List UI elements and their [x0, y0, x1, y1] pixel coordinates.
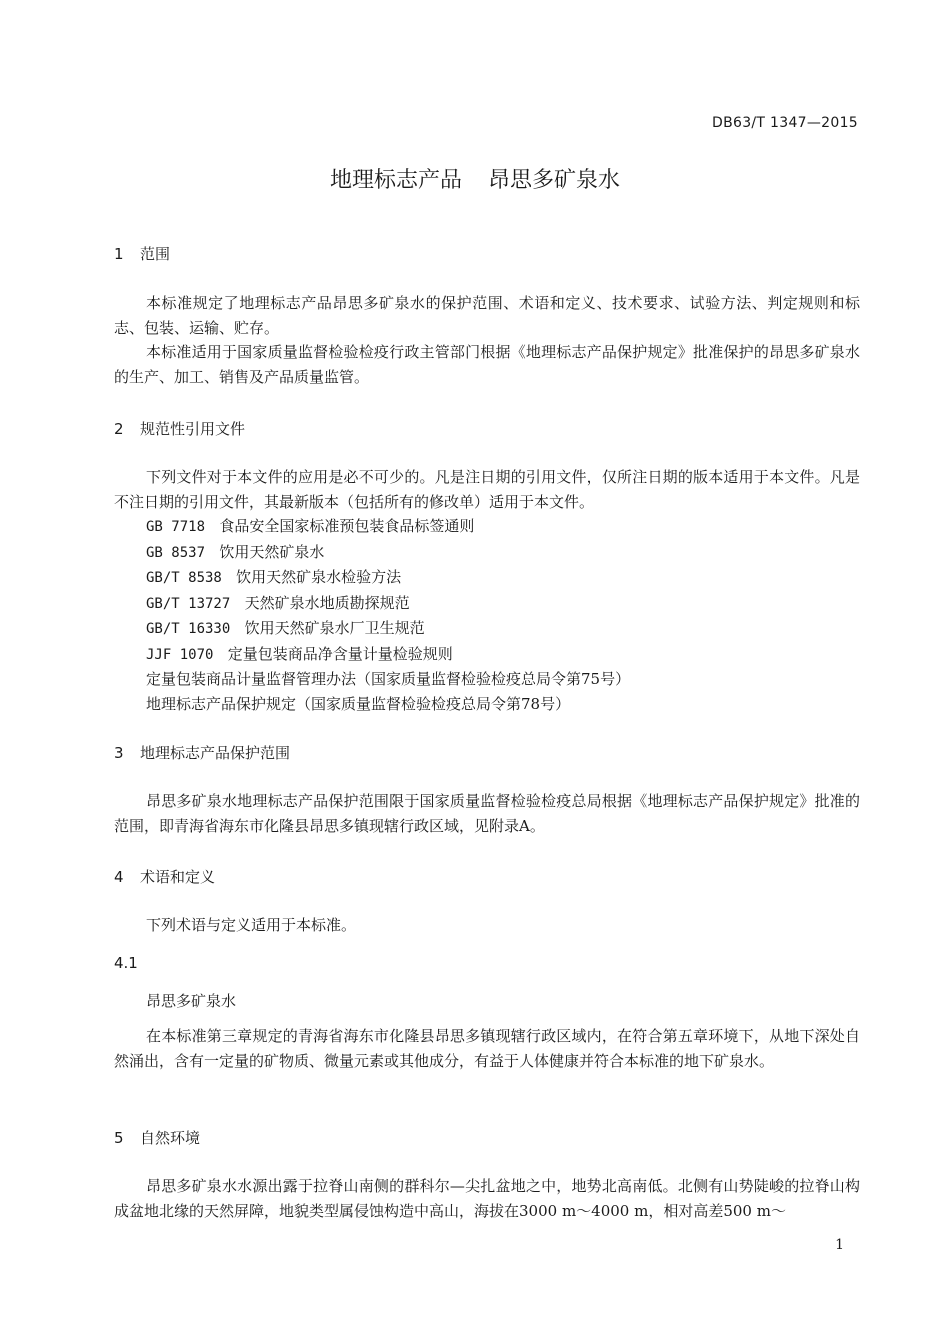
section-3-body	[114, 789, 860, 838]
paragraph: 下列术语与定义适用于本标准。	[146, 916, 357, 934]
section-2-intro	[114, 465, 860, 514]
reference-code: GB 8537	[146, 544, 206, 561]
section-4-heading	[114, 866, 215, 887]
paragraph: 本标准规定了地理标志产品昂思多矿泉水的保护范围、术语和定义、技术要求、试验方法、判定规则和标志、包装、运输、贮存。	[114, 294, 860, 337]
reference-code: GB/T 8538	[146, 570, 222, 586]
reference-list	[146, 514, 630, 716]
term-definition	[114, 1024, 860, 1073]
reference-code: JJF 1070	[146, 646, 214, 663]
section-number: 2	[114, 420, 124, 438]
section-title: 术语和定义	[140, 868, 216, 886]
document-number: DB63/T 1347—2015	[712, 115, 858, 131]
title-part-1: 地理标志产品	[329, 168, 462, 193]
reference-code: GB/T 16330	[146, 621, 231, 637]
section-number: 4	[114, 868, 124, 886]
paragraph: 在本标准第三章规定的青海省海东市化隆县昂思多镇现辖行政区域内，在符合第五章环境下，从地下深处自然涌出，含有一定量的矿物质、微量元素或其他成分，有益于人体健康并符合本标准的地下矿泉水。	[114, 1027, 860, 1070]
reference-item: 地理标志产品保护规定（国家质量监督检验检疫总局令第78号）	[146, 694, 571, 713]
reference-title: 食品安全国家标准预包装食品标签通则	[219, 517, 475, 535]
reference-title: 天然矿泉水地质勘探规范	[244, 593, 410, 612]
reference-item	[146, 565, 630, 591]
section-title: 范围	[140, 245, 171, 263]
reference-title: 定量包装商品净含量计量检验规则	[227, 644, 453, 663]
section-title: 自然环境	[140, 1129, 201, 1147]
reference-item: 定量包装商品计量监督管理办法（国家质量监督检验检疫总局令第75号）	[146, 670, 631, 688]
section-5-body	[114, 1174, 860, 1223]
section-3-heading	[114, 742, 290, 763]
reference-item	[146, 591, 630, 617]
section-1-heading	[114, 243, 170, 264]
reference-title: 饮用天然矿泉水厂卫生规范	[244, 619, 425, 637]
subsection-number: 4.1	[114, 954, 138, 972]
section-title: 地理标志产品保护范围	[140, 744, 291, 762]
section-1-body	[114, 291, 860, 389]
section-number: 5	[114, 1129, 124, 1147]
reference-title: 饮用天然矿泉水检验方法	[236, 568, 402, 586]
reference-item	[146, 514, 630, 540]
reference-title: 饮用天然矿泉水	[219, 542, 325, 561]
page-title	[0, 163, 950, 194]
reference-item	[146, 642, 630, 668]
section-4-body	[114, 913, 860, 938]
page-number: 1	[835, 1237, 844, 1253]
paragraph: 昂思多矿泉水水源出露于拉脊山南侧的群科尔—尖扎盆地之中，地势北高南低。北侧有山势陡峻的拉脊山构成盆地北缘的天然屏障，地貌类型属侵蚀构造中高山，海拔在3000 m～4000 m，相对高差500 m～	[114, 1177, 860, 1220]
paragraph: 昂思多矿泉水地理标志产品保护范围限于国家质量监督检验检疫总局根据《地理标志产品保护规定》批准的范围，即青海省海东市化隆县昂思多镇现辖行政区域，见附录A。	[114, 792, 860, 835]
paragraph: 下列文件对于本文件的应用是必不可少的。凡是注日期的引用文件，仅所注日期的版本适用于本文件。凡是不注日期的引用文件，其最新版本（包括所有的修改单）适用于本文件。	[114, 468, 860, 511]
paragraph: 本标准适用于国家质量监督检验检疫行政主管部门根据《地理标志产品保护规定》批准保护的昂思多矿泉水的生产、加工、销售及产品质量监管。	[114, 343, 860, 386]
title-part-2: 昂思多矿泉水	[488, 168, 621, 193]
reference-code: GB 7718	[146, 519, 206, 535]
section-5-heading	[114, 1127, 200, 1148]
reference-code: GB/T 13727	[146, 595, 231, 612]
section-2-heading	[114, 418, 245, 439]
section-number: 1	[114, 245, 124, 263]
reference-item	[146, 540, 630, 566]
section-title: 规范性引用文件	[140, 420, 246, 438]
term-heading: 昂思多矿泉水	[146, 992, 237, 1010]
reference-item	[146, 616, 630, 642]
section-number: 3	[114, 744, 124, 762]
